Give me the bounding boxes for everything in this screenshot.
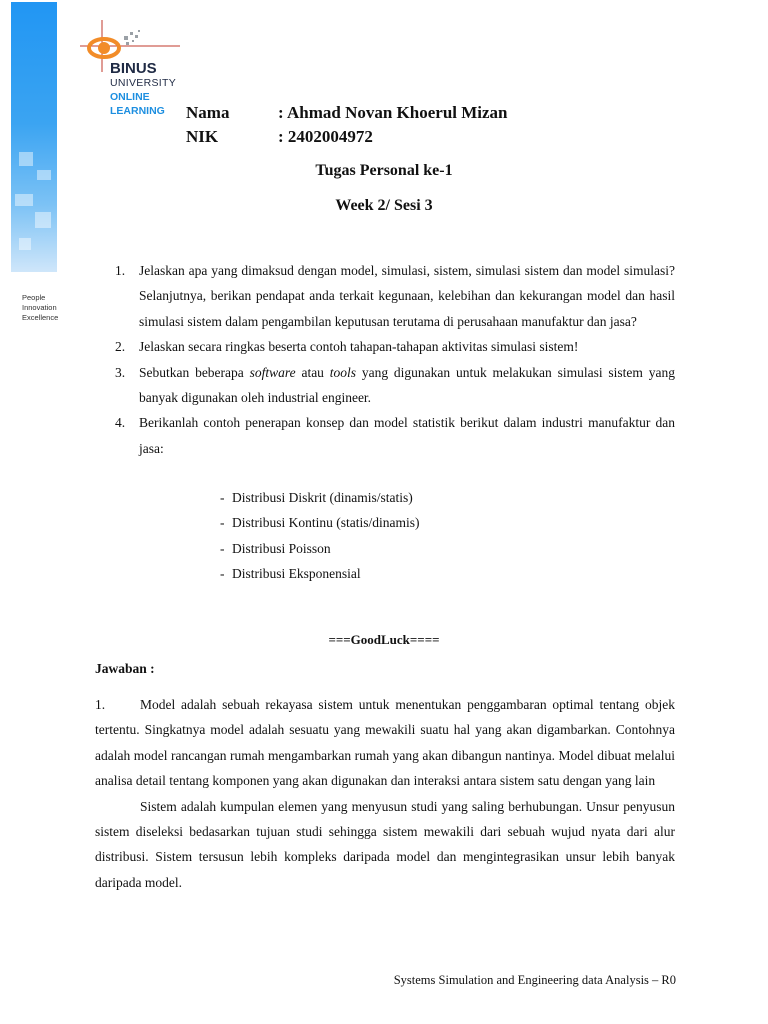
document-title: Tugas Personal ke-1 [315, 162, 453, 179]
document-subtitle: Week 2/ Sesi 3 [335, 197, 433, 214]
tagline-line: People [22, 293, 46, 302]
logo-text-learning: LEARNING [110, 105, 165, 117]
answer-section [95, 692, 675, 895]
distribution-text: Distribusi Diskrit (dinamis/statis) [232, 490, 413, 505]
question-item [115, 360, 675, 411]
distribution-item [220, 561, 420, 586]
name-value: : Ahmad Novan Khoerul Mizan [278, 103, 508, 122]
answer-heading: Jawaban : [95, 661, 155, 676]
decorative-side-strip [11, 2, 57, 272]
question-number: 4. [115, 415, 126, 431]
bullet-dash: - [220, 490, 225, 505]
bullet-dash: - [220, 515, 225, 531]
question-text: yang digunakan untuk melakukan simulasi sistem yang banyak digunakan oleh industrial engineer. [139, 364, 675, 406]
distribution-text: Distribusi Eksponensial [232, 566, 361, 582]
logo-text-university: UNIVERSITY [110, 77, 177, 89]
question-number: 1. [115, 263, 126, 278]
question-text: Berikanlah contoh penerapan konsep dan model statistik berikut dalam industri manufaktur dan jasa: [139, 415, 675, 456]
bullet-dash: - [220, 566, 225, 582]
name-label: Nama [186, 103, 230, 122]
strip-tile [19, 238, 31, 250]
question-text: Sebutkan beberapa [139, 364, 250, 380]
logo-text-online: ONLINE [110, 91, 150, 103]
distribution-text: Distribusi Poisson [232, 540, 331, 556]
tagline-line: Excellence [22, 313, 59, 322]
distribution-item [220, 485, 420, 510]
question-emphasis: tools [329, 364, 357, 380]
question-text: atau [295, 364, 330, 380]
tagline-line: Innovation [22, 303, 57, 312]
question-item [115, 410, 675, 461]
question-text: Jelaskan apa yang dimaksud dengan model, simulasi, sistem, simulasi sistem dan model simulasi? Selanjutnya, berikan pendapat anda terkait kegunaan, kelebihan dan kekurangan model dan hasil simulasi sistem dalam pengambilan keputusan terutama di perusahaan manufaktur dan jasa? [139, 263, 675, 329]
question-number: 2. [115, 339, 126, 355]
nik-value: : 2402004972 [278, 127, 373, 146]
distribution-item [220, 536, 420, 561]
question-text: Jelaskan secara ringkas beserta contoh tahapan-tahapan aktivitas simulasi sistem! [139, 339, 579, 355]
bullet-dash: - [220, 540, 225, 556]
answer-text: Model adalah sebuah rekayasa sistem untuk menentukan penggambaran optimal tentang objek tertentu. Singkatnya model adalah sesuatu yang mewakili suatu hal yang akan digambarkan. Contohnya adalah model rancangan rumah mengambarkan rumah yang akan dibangun nantinya. Model dibuat melalui analisa detail tentang komponen yang akan digunakan dan interaksi antara sistem satu dengan yang lain [95, 697, 675, 789]
answer-paragraph: Sistem adalah kumpulan elemen yang menyusun studi yang saling berhubungan. Unsur penyusun sistem diseleksi bedasarkan tujuan studi sehingga sistem mewakili dari sebuah wujud nyata dari alur distribusi. Sistem tersusun lebih kompleks daripada model dan mengintegrasikan unsur lebih banyak daripada model. [95, 798, 675, 890]
question-item [115, 334, 675, 359]
distribution-item [220, 510, 420, 535]
distribution-list [220, 485, 420, 587]
distribution-text: Distribusi Kontinu (statis/dinamis) [232, 515, 420, 531]
question-list [115, 258, 675, 461]
answer-number: 1. [95, 697, 106, 712]
goodluck-line: ===GoodLuck==== [328, 632, 440, 647]
answer-paragraph [95, 692, 675, 794]
tagline [22, 293, 58, 323]
nik-label: NIK [186, 127, 219, 146]
question-number: 3. [115, 364, 126, 380]
logo-text-binus: BINUS [110, 60, 157, 77]
page-footer: Systems Simulation and Engineering data Analysis – R0 [393, 973, 676, 987]
question-item [115, 258, 675, 334]
question-emphasis: software [249, 364, 296, 380]
